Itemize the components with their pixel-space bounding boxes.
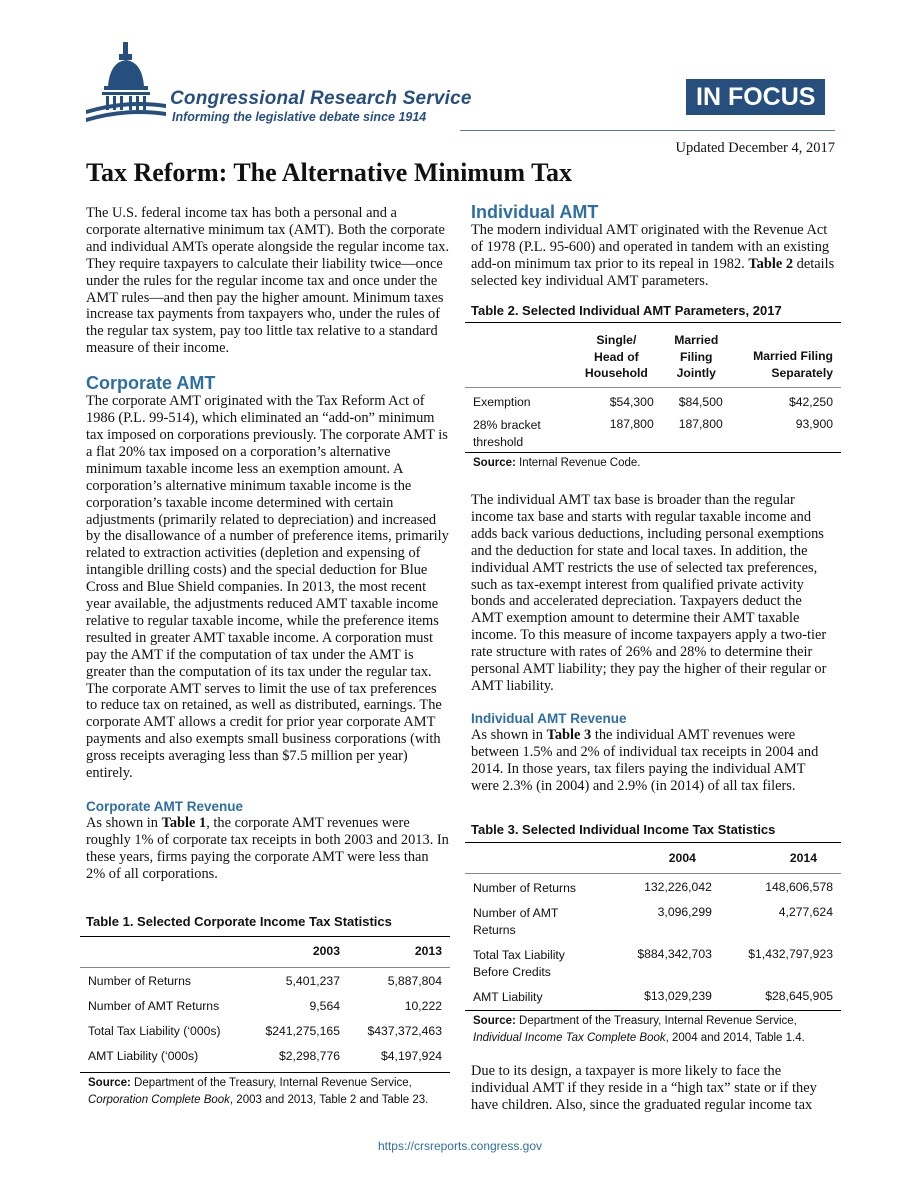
table-row: Number of Returns 5,401,237 5,887,804 [88,974,442,988]
table-row: AMT Liability $13,029,239 $28,645,905 [473,989,833,1004]
table-row: Exemption $54,300 $84,500 $42,250 [473,395,833,409]
table2-source: Source: Internal Revenue Code. [473,457,641,469]
corporate-amt-heading: Corporate AMT [86,373,216,394]
table3-reference: Table 3 [546,726,592,743]
individual-amt-revenue-paragraph: As shown in Table 3 the individual AMT revenues were between 1.5% and 2% of individual tax receipts in 2004 and 2014. In those years, tax filers paying the individual AMT were 2.3% (in 2004) and 2.9% (in 2014) of all tax filers. [471,726,819,794]
table3-source: Source: Department of the Treasury, Internal Revenue Service, Individual Income Tax Complete Book, 2004 and 2014, Table 1.4. [473,1015,805,1044]
corporate-amt-paragraph: The corporate AMT originated with the Tax Reform Act of 1986 (P.L. 99-514), which eliminated an “add-on” minimum tax imposed on corporations previously. The corporate AMT is a flat 20% tax imposed on a corporation’s alternative minimum taxable income less an exemption amount. A corporation’s alternative minimum taxable income is the corporation’s taxable income determined with certain adjustments (primarily related to depreciation) and increased by the disallowance of a number of preference items, primarily related to extraction activities (depletion and expensing of intangible drilling costs) and the special deduction for Blue Cross and Blue Shield companies. In 2013, the most recent year available, the adjustments reduced AMT taxable income relative to regular taxable income, while the preference items resulted in greater AMT taxable income. A corporation must pay the AMT if the computation of tax under the AMT is greater than the computation of its tax under the regular tax. The corporate AMT serves to limit the use of tax preferences to reduce tax on retained, as well as distributed, earnings. The corporate AMT allows a credit for prior year corporate AMT payments and also exempts small business corporations (with gross receipts averaging less than $7.5 million per year) entirely. [86,393,449,782]
table3-grid [465,843,841,1008]
capitol-dome-icon [86,40,166,128]
table-row: AMT Liability (‘000s) $2,298,776 $4,197,924 [88,1049,442,1063]
footer-url-link[interactable]: https://crsreports.congress.gov [377,1139,543,1153]
right-column-middle [471,492,835,795]
individual-amt-revenue-heading: Individual AMT Revenue [471,710,627,726]
table-row: Total Tax Liability (‘000s) $241,275,165 $437,372,463 [88,1024,442,1038]
table2-grid [465,323,841,450]
individual-amt-heading: Individual AMT [471,202,599,222]
table-row: Number of AMT Returns 3,096,299 4,277,624 [473,905,833,937]
table1-reference: Table 1 [161,815,207,831]
table3 [465,822,841,1047]
table-row: Total Tax Liability Before Credits $884,342,703 $1,432,797,923 [473,947,833,979]
table2 [465,303,841,472]
header-rule [460,130,835,131]
table3-col-2004: 2004 [668,851,696,865]
table2-col-married-joint: Married Filing Jointly [674,333,719,380]
table2-reference: Table 2 [748,255,794,272]
page-title: Tax Reform: The Alternative Minimum Tax [86,158,573,187]
crs-logo [86,40,506,130]
in-focus-badge: IN FOCUS [686,79,825,115]
right-column-top [471,202,835,290]
table2-caption: Table 2. Selected Individual AMT Parameters, 2017 [471,303,782,318]
org-tagline: Informing the legislative debate since 1914 [172,110,427,124]
table3-caption: Table 3. Selected Individual Income Tax Statistics [471,822,776,837]
table3-col-2014: 2014 [789,851,817,865]
org-name: Congressional Research Service [170,88,472,109]
left-column [86,205,450,883]
table1-caption: Table 1. Selected Corporate Income Tax Statistics [86,914,392,929]
individual-amt-paragraph: The modern individual AMT originated with the Revenue Act of 1978 (P.L. 95-600) and operated in tandem with an existing add-on minimum tax prior to its repeal in 1982. Table 2 details selected key individual AMT parameters. [471,222,835,289]
table1-col-2003: 2003 [312,944,340,958]
table1-grid [80,937,450,1068]
table2-col-married-separate: Married Filing Separately [753,349,833,380]
table-row: Number of AMT Returns 9,564 10,222 [88,999,442,1013]
corporate-amt-revenue-heading: Corporate AMT Revenue [86,799,244,814]
closing-paragraph: Due to its design, a taxpayer is more likely to face the individual AMT if they reside in a “high tax” state or if they have children. Also, since the graduated regular income tax [471,1063,817,1113]
corporate-amt-revenue-paragraph: As shown in Table 1, the corporate AMT revenues were roughly 1% of corporate tax receipts in both 2003 and 2013. In these years, firms paying the corporate AMT were less than 2% of all corporations. [86,815,449,882]
table1 [80,914,450,1109]
table2-col-single: Single/ Head of Household [584,333,648,380]
table1-col-2013: 2013 [414,944,442,958]
table-row: 28% bracket threshold 187,800 187,800 93,900 [473,417,833,449]
intro-paragraph: The U.S. federal income tax has both a personal and a corporate alternative minimum tax (AMT). Both the corporate and individual AMTs operate alongside the regular income tax. They require taxpayers to calculate their liability twice—once under the rules for the regular income tax and once under the AMT rules—and then pay the higher amount. Minimum taxes increase tax payments from taxpayers who, under the rules of the regular tax system, pay too little tax relative to a standard measure of their income. [86,205,450,357]
table1-source: Source: Department of the Treasury, Internal Revenue Service, Corporation Complete Book, 2003 and 2013, Table 2 and Table 23. [88,1077,429,1106]
individual-amt-base-paragraph: The individual AMT tax base is broader than the regular income tax base and starts with regular taxable income and adds back various deductions, including personal exemptions and the deduction for state and local taxes. In addition, the individual AMT restricts the use of selected tax preferences, such as tax-exempt interest from qualified private activity bonds and accelerated depreciation. Taxpayers deduct the AMT exemption amount to determine their AMT taxable income. To this measure of income taxpayers apply a two-tier rate structure with rates of 26% and 28% to determine their personal AMT liability; they pay the higher of their regular or AMT liability. [471,492,827,694]
updated-date: Updated December 4, 2017 [675,140,835,156]
table-row: Number of Returns 132,226,042 148,606,578 [473,880,833,895]
right-column-bottom [471,1063,835,1114]
